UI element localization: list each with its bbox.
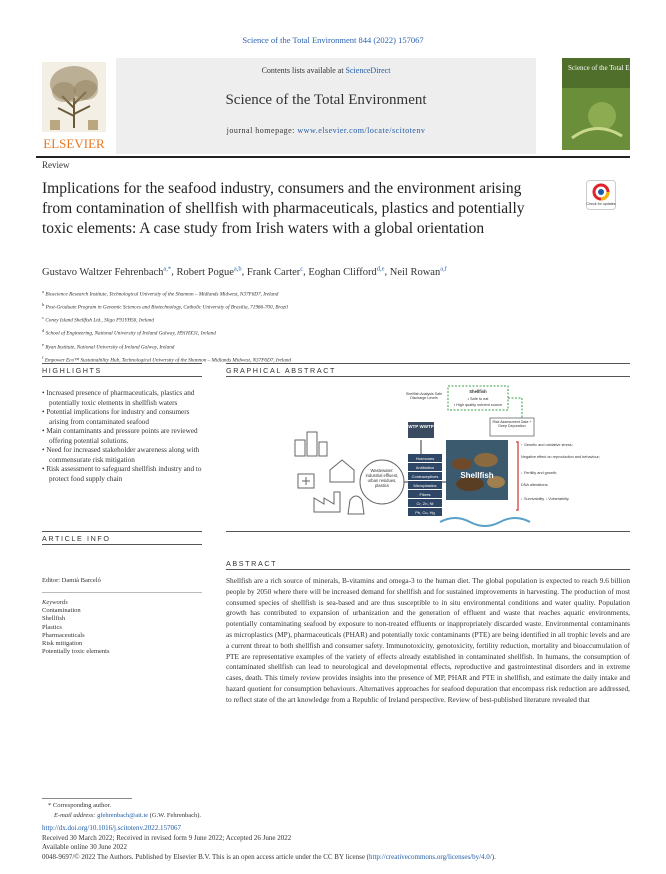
graphical-abstract-rule-bottom: [226, 376, 630, 377]
safe-to-eat-label: • Safe to eat: [467, 397, 489, 401]
contaminant-item: Microplastics: [413, 482, 437, 488]
email-suffix: (G.W. Fehrenbach).: [148, 812, 202, 819]
contaminant-list: [408, 454, 442, 516]
contaminant-item: Cr, Zn, Ni: [416, 500, 434, 506]
graphical-abstract-figure[interactable]: [290, 382, 630, 537]
keyword[interactable]: Contamination: [42, 607, 81, 614]
highlight-item: • Potential implications for industry and consumers arising from contaminated seafood: [42, 408, 190, 426]
article-info-rule: [42, 531, 202, 532]
author[interactable]: Robert Pogue$^{a,b}$: [176, 265, 242, 278]
journal-banner: [116, 58, 536, 154]
elsevier-tree-logo: [36, 58, 112, 154]
graphical-abstract-heading: GRAPHICAL ABSTRACT: [226, 366, 337, 375]
check-updates-label: Check for updates: [586, 202, 616, 206]
article-type: Review: [42, 160, 70, 170]
corresponding-author-note: * Corresponding author.: [48, 802, 112, 809]
city-icon: [295, 432, 327, 456]
email-label: E-mail address:: [54, 812, 98, 819]
abstract-rule-bottom: [226, 569, 630, 570]
highlights-rule-bottom: [42, 376, 202, 377]
contents-line: [116, 66, 536, 75]
email-link[interactable]: gfehrenbach@ait.ie: [97, 812, 149, 819]
graphical-abstract-rule: [226, 363, 630, 364]
wtp-label: WTP WWTP: [408, 424, 434, 429]
elsevier-wordmark: ELSEVIER: [43, 136, 105, 151]
highlights-rule: [42, 363, 202, 364]
contaminant-item: Hormones: [415, 455, 435, 461]
keywords-list: [42, 607, 110, 657]
affiliation: $^b$ Post-Graduate Program in Genomic Sciences and Biotechnology, Catholic University of Brasilia, 71966-700, Brazil: [42, 302, 288, 311]
journal-cover-thumbnail[interactable]: [562, 58, 662, 150]
contents-prefix: Contents lists available at: [261, 66, 346, 75]
article-info-rule-bottom: [42, 544, 202, 545]
article-info-heading: ARTICLE INFO: [42, 534, 111, 543]
risk-assessment-label: Risk Assessment Data + Deep Depuration: [492, 420, 532, 429]
author-list: Gustavo Waltzer Fehrenbach$^{a,*}$, Robert Pogue$^{a,b}$, Frank Carter$^c$, Eoghan Clifford$^{d,e}$, Neil Rowan$^{a,f}$: [42, 265, 447, 278]
affiliation: $^a$ Bioscience Research Institute, Technological University of the Shannon – Midlands Midwest, N37F6D7, Ireland: [42, 289, 279, 298]
article-title: Implications for the seafood industry, consumers and the environment arising from contamination of shellfish with pharmaceuticals, plastics and potentially toxic elements: A case study from Irish waters with a global orientation: [42, 180, 525, 237]
check-for-updates-icon[interactable]: [586, 180, 616, 210]
masthead-rule: [36, 156, 630, 158]
abstract-rule: [226, 531, 630, 532]
author[interactable]: Frank Carter$^c$: [246, 265, 304, 278]
effect-item: ↓ Survivability ↓ Vulnerability: [521, 497, 569, 501]
highlight-item: • Increased presence of pharmaceuticals, plastics and potentially toxic elements in shellfish waters: [42, 389, 195, 407]
factory-icon: [314, 492, 340, 512]
effects-bracket: [516, 442, 518, 510]
keywords-rule: [42, 592, 202, 593]
effect-item: ↑ Genetic and oxidative stress;: [521, 443, 573, 447]
highlight-item: • Main contaminants and pressure points are reviewed offering potential solutions.: [42, 427, 198, 445]
hospital-icon: [298, 474, 314, 488]
water-wave: [440, 518, 530, 526]
homepage-link[interactable]: www.elsevier.com/locate/scitotenv: [297, 126, 426, 135]
homepage-line: [116, 126, 536, 135]
license-link[interactable]: http://creativecommons.org/licenses/by/4.0/: [369, 853, 492, 861]
affiliation: $^f$ Empower Eco™ Sustainability Hub, Technological University of the Shannon – Midlands Midwest, N37F6D7, Ireland: [42, 354, 292, 364]
doi-link[interactable]: http://dx.doi.org/10.1016/j.scitotenv.2022.157067: [42, 824, 182, 832]
wastewater-label: Wastewater: industrial effluent, urban residues, plastics: [365, 468, 399, 488]
shellfish-photo: [446, 440, 508, 500]
nutrient-source-label: • High quality nutrient source: [453, 403, 503, 407]
journal-reference[interactable]: Science of the Total Environment 844 (2022) 157067: [242, 35, 424, 45]
sciencedirect-link[interactable]: ScienceDirect: [345, 66, 391, 75]
highlights-heading: HIGHLIGHTS: [42, 366, 102, 375]
keywords-heading: Keywords: [42, 599, 68, 606]
license-line: [42, 853, 496, 861]
abstract-heading: ABSTRACT: [226, 559, 278, 568]
shellfish-analysis-label: Shellfish Analysis Safe Discharge Levels: [405, 392, 443, 401]
journal-title: Science of the Total Environment: [225, 92, 427, 108]
shellfish-box-title: Shellfish: [469, 389, 487, 394]
keyword[interactable]: Potentially toxic elements: [42, 648, 110, 656]
keyword[interactable]: Pharmaceuticals: [42, 631, 85, 639]
author[interactable]: Eoghan Clifford$^{d,e}$: [308, 265, 385, 278]
cover-title-line1: Science of the Total Environment: [568, 64, 662, 72]
history-dates: Received 30 March 2022; Received in revised form 9 June 2022; Accepted 26 June 2022: [42, 834, 292, 842]
effect-item: Negative effect on reproduction and behaviour;: [521, 455, 600, 459]
email-note: [54, 812, 201, 819]
homepage-prefix: journal homepage:: [226, 126, 298, 135]
affiliation: $^c$ Coney Island Shellfish Ltd., Sligo F91YH56, Ireland: [42, 315, 154, 325]
effect-item: ↓ Fertility and growth;: [521, 471, 558, 475]
contaminant-item: Contraceptives: [411, 473, 439, 479]
license-suffix: ).: [491, 853, 496, 861]
masthead: [36, 58, 662, 154]
shellfish-photo-label: Shellfish: [460, 471, 494, 480]
editor-line: Editor: Damià Barceló: [42, 577, 101, 584]
affiliation: $^d$ School of Engineering, National University of Ireland Galway, H91HX31, Ireland: [42, 328, 216, 338]
license-prefix: 0048-9697/© 2022 The Authors. Published by Elsevier B.V. This is an open access article under the CC BY license (: [42, 853, 370, 861]
author[interactable]: Gustavo Waltzer Fehrenbach$^{a,*}$: [42, 265, 172, 278]
abstract-body: Shellfish are a rich source of minerals, B-vitamins and omega-3 to the human diet. The global population is expected to reach 9.6 billion people by 2050 where there will be increased demand for shellfish and for sustained improvements in harvesting. The production of most consumed species of shellfish is sea-based and are thus susceptible to in situ environmental conditions and water quality. Population growth has contributed to expansion of urbanization and the generation of effluent and waste that reaches aquatic environments, potentially contaminating seafood by exposure to non-treated effluents or inappropriately discarded waste. Environmental contaminants as microplastics (MP), pharmaceuticals (PHAR) and potentially toxic contaminants (PTE) are being identified in all trophic levels and are a current threat to both shellfish and consumer safety. Immunotoxicity, genotoxicity, fertility reduction, mortality and bioaccumulation of PTE are representative examples of the variety of effects already established in contaminated shellfish. In humans, the consumption of contaminated shellfish can lead to neurological and developmental effects, reproductive and gastrointestinal disorders and in extreme cases, death. This timely review provides insights into the presence of MP, PHAR and PTE in shellfish, and estimate the daily intake and hazard quotient for consumption behaviours. Alternatives approaches for seafood depuration that encompass risk reduction are addressed, to reflect state of the art knowledge from a Republic of Ireland perspective. Review of best-published literature revealed that: [226, 576, 630, 704]
house-icon: [330, 460, 354, 482]
affiliations: [42, 287, 602, 366]
keyword[interactable]: Risk mitigation: [42, 640, 83, 648]
highlight-item: • Need for increased stakeholder awareness along with commensurate risk mitigation: [42, 446, 200, 464]
highlights-list: [42, 389, 202, 484]
author[interactable]: Neil Rowan$^{a,f}$: [389, 265, 447, 278]
contaminant-item: Antibiotics: [415, 464, 435, 470]
keyword[interactable]: Plastics: [42, 623, 62, 631]
highlight-item: • Risk assessment to safeguard shellfish industry and to protect food supply chain: [42, 465, 202, 483]
keyword[interactable]: Shellfish: [42, 615, 66, 623]
contaminant-item: Fibres: [419, 491, 431, 497]
affiliation: $^e$ Ryan Institute, National University of Ireland Galway, Ireland: [42, 341, 175, 351]
available-online: Available online 30 June 2022: [42, 843, 128, 851]
effect-item: DNA alterations;: [521, 483, 549, 487]
footnote-rule: [42, 798, 132, 799]
contaminant-item: Pb, Cu, Hg: [415, 509, 435, 515]
